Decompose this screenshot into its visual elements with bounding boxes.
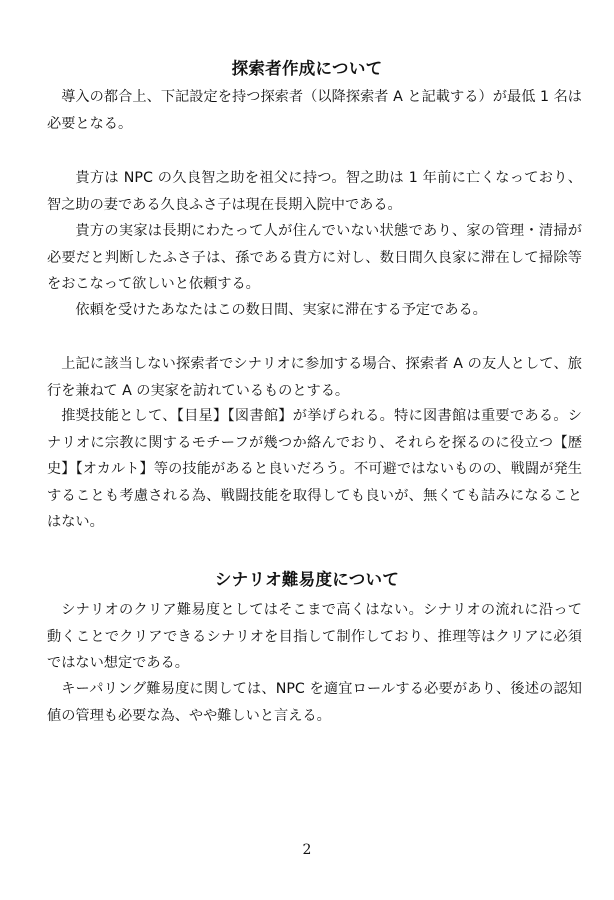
- section-heading-difficulty: シナリオ難易度について: [214, 570, 400, 589]
- paragraph-setting-stay: 依頼を受けたあなたはこの数日間、実家に滞在する予定である。: [75, 302, 487, 318]
- paragraph-recommended-skills: 推奨技能として、【目星】【図書館】が挙げられる。特に図書館は重要である。シナリオに宗教に関するモチーフが幾つか絡んでおり、それらを探るのに役立つ【歴史】【オカルト】等の技能があると良いだろう。不可避ではないものの、戦闘が発生することも考慮される為、戦闘技能を取得しても良いが、無くても詰みになることはない。: [47, 408, 582, 530]
- paragraph-keeper-difficulty: キーパリング難易度に関しては、NPC を適宜ロールする必要があり、後述の認知値の管理も必要な為、やや難しいと言える。: [47, 681, 582, 724]
- paragraph-clear-difficulty: シナリオのクリア難易度としてはそこまで高くはない。シナリオの流れに沿って動くことでクリアできるシナリオを目指して制作しており、推理等はクリアに必須ではない想定である。: [47, 602, 582, 671]
- section-heading-character-creation: 探索者作成について: [231, 59, 383, 78]
- paragraph-other-investigators: 上記に該当しない探索者でシナリオに参加する場合、探索者 A の友人として、旅行を兼ねて A の実家を訪れているものとする。: [47, 356, 582, 399]
- page-number: 2: [302, 842, 312, 858]
- paragraph-setting-grandfather: 貴方は NPC の久良智之助を祖父に持つ。智之助は 1 年前に亡くなっており、智之助の妻である久良ふさ子は現在長期入院中である。: [47, 170, 582, 213]
- paragraph-setting-house: 貴方の実家は長期にわたって人が住んでいない状態であり、家の管理・清掃が必要だと判断したふさ子は、孫である貴方に対し、数日間久良家に滞在して掃除等をおこなって欲しいと依頼する。: [47, 223, 582, 292]
- paragraph-intro: 導入の都合上、下記設定を持つ探索者（以降探索者 A と記載する）が最低 1 名は必要となる。: [47, 89, 582, 132]
